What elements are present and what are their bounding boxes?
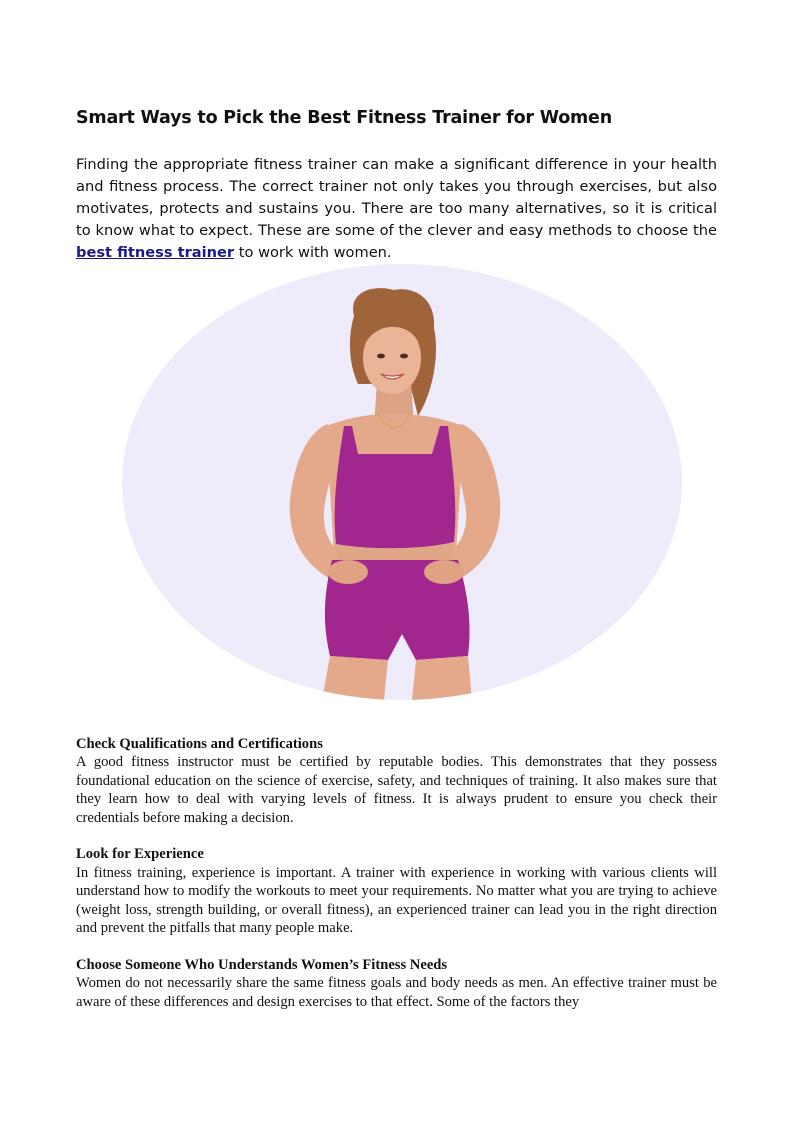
section-qualifications (76, 735, 717, 827)
trainer-photo (122, 264, 682, 700)
best-fitness-trainer-link[interactable]: best fitness trainer (76, 243, 235, 261)
article-sections (76, 735, 717, 1029)
section-body: Women do not necessarily share the same fitness goals and body needs as men. An effective trainer must be aware of these differences and design exercises to that effect. Some of the factors they (76, 975, 717, 1010)
section-heading: Check Qualifications and Certifications (76, 736, 323, 752)
section-womens-needs (76, 956, 717, 1011)
section-body: A good fitness instructor must be certified by reputable bodies. This demonstrates that they possess foundational education on the science of exercise, safety, and techniques of training. It also makes sure that they learn how to deal with varying levels of fitness. It is always prudent to ensure you check their credentials before making a decision. (76, 754, 717, 826)
section-heading: Choose Someone Who Understands Women’s Fitness Needs (76, 956, 448, 973)
page-title: Smart Ways to Pick the Best Fitness Trainer for Women (76, 107, 612, 128)
section-body: In fitness training, experience is important. A trainer with experience in working with various clients will understand how to modify the workouts to meet your requirements. No matter what you are trying to achieve (weight loss, strength building, or overall fitness), an experienced trainer can lead you in the right direction and prevent the pitfalls that many people make. (76, 864, 717, 937)
intro-text: Finding the appropriate fitness trainer can make a significant difference in your health and fitness process. The correct trainer not only takes you through exercises, but also motivates, protects and sustains you. There are too many alternatives, so it is critical to know what to expect. These are some of the clever and easy methods to choose the (76, 155, 717, 239)
intro-paragraph (76, 154, 717, 264)
section-experience (76, 845, 717, 937)
section-heading: Look for Experience (76, 846, 204, 863)
intro-text-end: to work with women. (234, 243, 392, 261)
